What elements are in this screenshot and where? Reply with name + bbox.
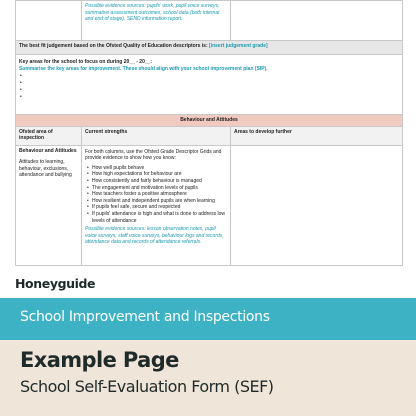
top-evidence-text: Possible evidence sources: pupils' work, pupil voice surveys, summative assessment outcomes, school data (both internal and end of stage), SEND information report. [85, 3, 220, 23]
develop-cell[interactable] [231, 145, 403, 265]
behaviour-row [16, 145, 403, 265]
strengths-intro: For both columns, use the Ofsted Grade Descriptor Grids and provide evidence to show how you know: [85, 148, 222, 162]
example-page-title: Example Page [20, 348, 179, 372]
key-areas-row [16, 55, 403, 115]
column-header-area: Ofsted area of inspection [16, 126, 82, 145]
key-area-bullet[interactable] [19, 87, 399, 94]
area-title: Behaviour and Attitudes [19, 147, 77, 154]
section-title: Behaviour and Attitudes [16, 115, 403, 127]
area-description: Attitudes to learning, behaviour, exclusions, attendance and bullying [19, 159, 72, 179]
strength-point: • If pupils feel safe, secure and respected [85, 204, 227, 211]
strength-point: • The engagement and motivation levels of pupils [85, 185, 227, 192]
column-header-row [16, 126, 403, 145]
key-area-bullet[interactable] [19, 80, 399, 87]
top-evidence-row [16, 1, 403, 41]
key-area-bullet[interactable] [19, 94, 399, 101]
strength-point: • If pupils' attendance is high and what is done to address low levels of attendance [85, 211, 227, 224]
example-page-subtitle: School Self-Evaluation Form (SEF) [20, 377, 274, 396]
strength-point: • How consistently and fairly behaviour is managed [85, 178, 227, 185]
judgement-label: The best fit judgement based on the Ofsted Quality of Education descriptors is: [19, 43, 208, 49]
strength-point: • How resilient and independent pupils are when learning [85, 198, 227, 205]
behaviour-evidence-text: Possible evidence sources: lesson observation notes, pupil voice surveys, staff voice surveys, behaviour logs and records, attendance data and records of attendance referrals. [85, 226, 224, 246]
document-sheet [15, 0, 402, 268]
column-header-strengths: Current strengths [82, 126, 231, 145]
judgement-row [16, 41, 403, 55]
brand-band [0, 268, 416, 298]
category-banner [0, 298, 416, 340]
key-areas-heading: Key areas for the school to focus on during 20__ - 20__: [19, 59, 153, 65]
strength-point: • How well pupils behave [85, 165, 227, 172]
strengths-list [85, 165, 227, 224]
key-areas-subheading: Summarise the key areas for improvement. These should align with your school improvement plan (SIP). [19, 65, 268, 72]
judgement-grade-placeholder[interactable]: [insert judgement grade] [209, 43, 268, 49]
honeyguide-logo: Honeyguide [15, 276, 96, 291]
key-areas-list [19, 73, 399, 101]
category-label: School Improvement and Inspections [20, 309, 270, 325]
column-header-develop: Areas to develop further [231, 126, 403, 145]
sef-table [15, 0, 403, 266]
key-area-bullet[interactable] [19, 73, 399, 80]
title-panel [0, 340, 416, 416]
strength-point: • How teachers foster a positive atmosphere [85, 191, 227, 198]
strength-point: • How high expectations for behaviour are [85, 171, 227, 178]
section-header-row [16, 115, 403, 127]
